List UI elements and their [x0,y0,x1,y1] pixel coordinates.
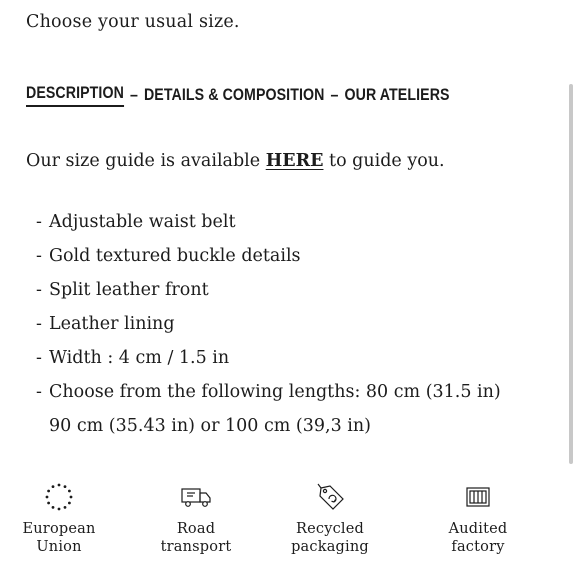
list-item: - Choose from the following lengths: 80 cm (31.5 in) [36,382,501,402]
feature-text: Gold textured buckle details [49,246,301,266]
eu-stars-icon [42,480,76,514]
recycle-tag-icon [313,480,347,514]
badge-road-transport [141,480,251,556]
size-guide-link[interactable]: HERE [265,151,324,171]
feature-text: Choose from the following lengths: 80 cm (31.5 in) [49,382,501,402]
feature-text: Split leather front [49,280,209,300]
scrollbar[interactable] [569,84,573,464]
list-item: - Leather lining [36,314,175,334]
product-info-tabs [26,84,450,107]
badge-label-line1: European [22,521,96,537]
badge-label-line1: Recycled [295,521,365,537]
list-item: - Width : 4 cm / 1.5 in [36,348,230,368]
tab-separator: – [129,86,138,104]
truck-icon [179,480,213,514]
badge-label-line2: transport [160,539,232,555]
feature-text: Width : 4 cm / 1.5 in [49,348,230,368]
tab-details-composition[interactable]: DETAILS & COMPOSITION [143,86,325,104]
badge-label-line1: Road [176,521,216,537]
badge-label-line2: Union [36,539,82,555]
feature-list [36,205,501,443]
badge-label-line2: packaging [291,539,369,555]
badge-recycled-packaging [275,480,385,556]
badge-audited-factory [423,480,533,556]
size-guide-text [26,151,445,171]
tab-our-ateliers[interactable]: OUR ATELIERS [344,86,450,104]
tab-separator: – [330,86,339,104]
list-item: - Adjustable waist belt [36,212,236,232]
feature-text: Leather lining [49,314,175,334]
size-guide-prefix: Our size guide is available [26,151,266,171]
badge-label-line2: factory [451,539,505,555]
size-hint-text: Choose your usual size. [26,12,240,32]
size-guide-suffix: to guide you. [323,151,445,171]
feature-text: Adjustable waist belt [49,212,236,232]
tab-description[interactable]: DESCRIPTION [26,84,124,107]
badge-label-line1: Audited [448,521,508,537]
factory-icon [461,480,495,514]
list-item-continuation: 90 cm (35.43 in) or 100 cm (39,3 in) [49,416,371,436]
list-item: - Split leather front [36,280,209,300]
badge-row [22,480,560,570]
badge-european-union [4,480,114,556]
list-item: - Gold textured buckle details [36,246,301,266]
